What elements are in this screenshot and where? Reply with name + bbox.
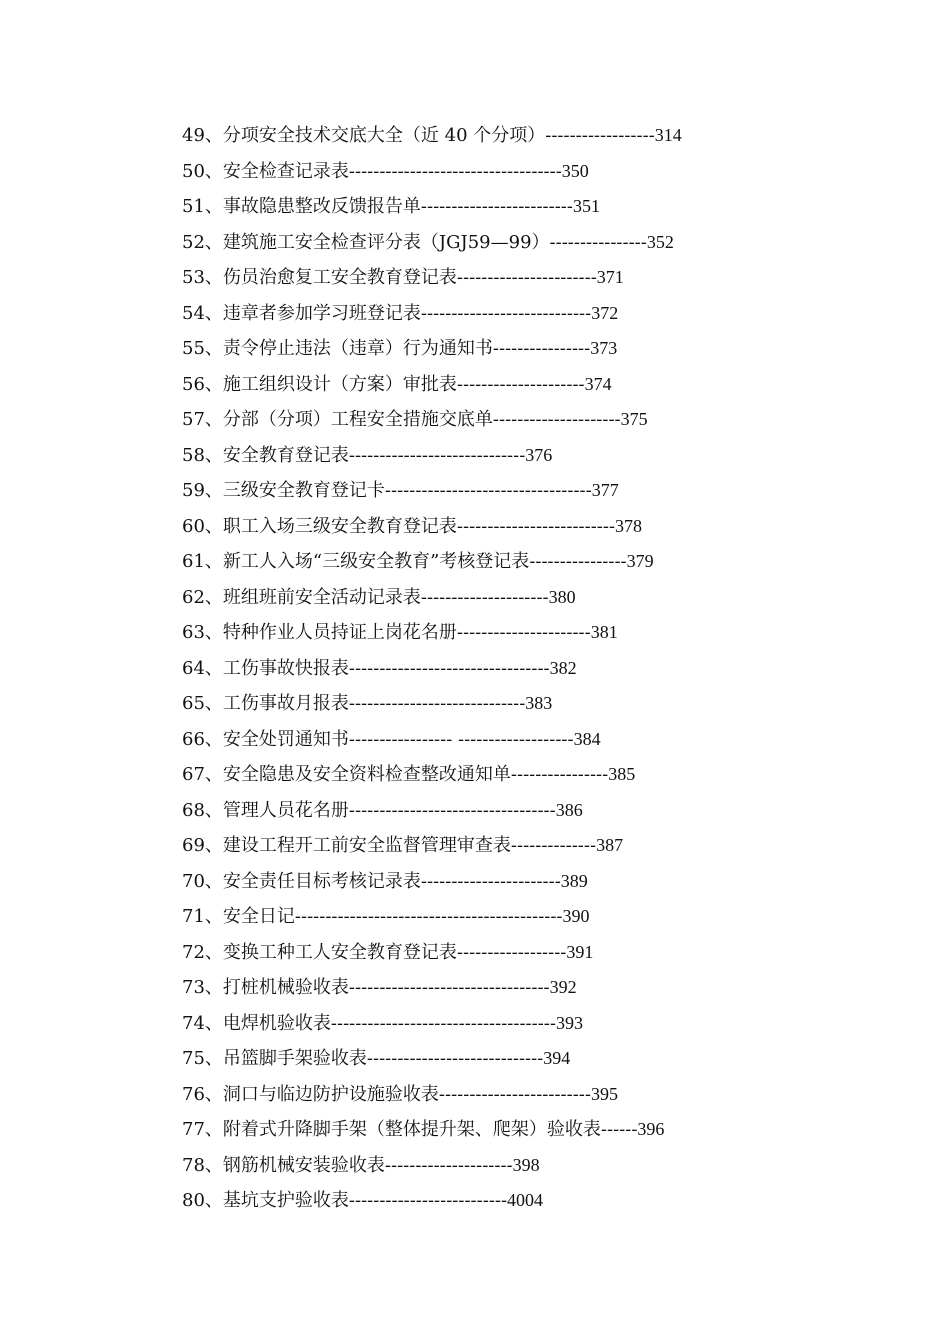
entry-title: 安全日记 (222, 906, 295, 927)
toc-entry (182, 757, 682, 793)
entry-leader: ---------------------- (456, 622, 591, 643)
entry-number: 67、 (182, 764, 223, 785)
entry-leader: --------------------- (420, 586, 549, 608)
entry-leader: ---------------------------------- (384, 480, 592, 501)
entry-title: 安全教育登记表 (222, 444, 349, 466)
toc-entry (182, 828, 682, 864)
entry-page: 387 (596, 835, 624, 855)
entry-page: 374 (584, 373, 612, 394)
toc-entry (182, 1183, 682, 1219)
entry-title: 洞口与临边防护设施验收表 (222, 1083, 439, 1105)
entry-number: 71、 (182, 906, 223, 927)
entry-page: 379 (626, 551, 654, 571)
entry-leader: ------------------ (456, 941, 567, 963)
toc-entry (182, 899, 682, 935)
toc-entry (182, 1112, 682, 1148)
entry-title: 基坑支护验收表 (222, 1190, 349, 1211)
entry-page: 393 (555, 1012, 583, 1033)
entry-leader: --------------------- (456, 373, 585, 395)
toc-entry (182, 118, 682, 154)
entry-page: 314 (654, 125, 682, 145)
entry-number: 52、 (182, 231, 223, 253)
entry-page: 372 (591, 302, 619, 323)
entry-number: 76、 (182, 1083, 223, 1105)
entry-leader: --------------------- (384, 1154, 513, 1176)
entry-page: 380 (548, 586, 576, 607)
toc-entry (182, 793, 682, 829)
toc-entry (182, 615, 682, 651)
entry-leader: ---------------- (529, 551, 627, 572)
entry-page: 394 (543, 1048, 571, 1068)
entry-page: 395 (590, 1083, 618, 1104)
entry-leader: ----------------------------- (366, 1048, 544, 1069)
entry-leader: ----------------- ------------------- (348, 728, 574, 750)
entry-number: 63、 (182, 622, 223, 643)
entry-number: 73、 (182, 977, 223, 998)
toc-entry (182, 1077, 682, 1113)
entry-leader: ------------------------------------- (330, 1012, 556, 1034)
toc-entry (182, 722, 682, 758)
entry-number: 66、 (182, 728, 223, 750)
toc-entry (182, 225, 682, 261)
entry-title: 附着式升降脚手架（整体提升架、爬架）验收表 (222, 1119, 601, 1140)
entry-title: 新工人入场“三级安全教育”考核登记表 (222, 551, 530, 572)
toc-entry (182, 580, 682, 616)
entry-number: 57、 (182, 409, 223, 430)
toc-entry (182, 331, 682, 367)
entry-page: 377 (591, 480, 619, 500)
toc-entry (182, 509, 682, 545)
entry-number: 74、 (182, 1012, 223, 1034)
entry-leader: -------------- (510, 835, 597, 856)
entry-leader: ----------------------------------- (348, 160, 562, 182)
entry-title: 分项安全技术交底大全（近 40 个分项） (222, 125, 546, 146)
entry-number: 60、 (182, 515, 223, 537)
toc-entry (182, 686, 682, 722)
entry-page: 389 (560, 870, 588, 891)
entry-number: 55、 (182, 338, 223, 359)
entry-number: 68、 (182, 799, 223, 821)
entry-title: 安全隐患及安全资料检查整改通知单 (222, 764, 511, 785)
toc-entry (182, 1148, 682, 1184)
entry-number: 58、 (182, 444, 223, 466)
entry-leader: ----------------------- (456, 267, 597, 288)
entry-leader: -------------------------- (456, 515, 616, 537)
entry-page: 390 (562, 906, 590, 926)
entry-page: 375 (620, 409, 648, 429)
toc-entry (182, 296, 682, 332)
entry-leader: ------------------ (545, 125, 655, 146)
entry-leader: ---------------- (549, 231, 647, 253)
entry-page: 386 (555, 799, 583, 820)
entry-number: 50、 (182, 160, 223, 182)
entry-page: 381 (590, 622, 618, 642)
entry-leader: ---------------------------- (420, 302, 592, 324)
entry-number: 77、 (182, 1119, 223, 1140)
toc-entry (182, 367, 682, 403)
entry-number: 75、 (182, 1048, 223, 1069)
entry-page: 376 (525, 444, 553, 465)
toc-entry (182, 438, 682, 474)
entry-title: 事故隐患整改反馈报告单 (222, 196, 421, 217)
entry-leader: -------------------------------------------- (294, 906, 563, 927)
entry-page: 382 (549, 657, 577, 678)
entry-title: 变换工种工人安全教育登记表 (222, 941, 457, 963)
entry-leader: ---------------- (492, 338, 591, 359)
entry-number: 62、 (182, 586, 223, 608)
entry-leader: ------------------------- (438, 1083, 591, 1105)
entry-leader: --------------------------------- (348, 977, 550, 998)
toc-entry (182, 1006, 682, 1042)
toc-entry (182, 473, 682, 509)
toc-entry (182, 544, 682, 580)
entry-title: 班组班前安全活动记录表 (222, 586, 421, 608)
entry-number: 72、 (182, 941, 223, 963)
entry-page: 371 (596, 267, 624, 287)
entry-page: 383 (525, 693, 553, 713)
entry-page: 392 (549, 977, 577, 997)
entry-title: 安全责任目标考核记录表 (222, 870, 421, 892)
entry-number: 80、 (182, 1190, 223, 1211)
entry-page: 351 (572, 196, 600, 216)
entry-leader: ---------------------------------- (348, 799, 556, 821)
entry-number: 78、 (182, 1154, 223, 1176)
entry-title: 管理人员花名册 (222, 799, 349, 821)
entry-title: 电焊机验收表 (222, 1012, 331, 1034)
entry-page: 4004 (507, 1190, 544, 1210)
entry-title: 安全处罚通知书 (222, 728, 349, 750)
entry-leader: --------------------- (492, 409, 621, 430)
toc-entry (182, 935, 682, 971)
entry-number: 59、 (182, 480, 223, 501)
entry-number: 70、 (182, 870, 223, 892)
entry-leader: -------------------------- (348, 1190, 508, 1211)
entry-number: 54、 (182, 302, 223, 324)
toc-entry (182, 154, 682, 190)
toc-entry (182, 970, 682, 1006)
entry-title: 打桩机械验收表 (222, 977, 349, 998)
entry-title: 职工入场三级安全教育登记表 (222, 515, 457, 537)
entry-title: 伤员治愈复工安全教育登记表 (222, 267, 457, 288)
entry-page: 396 (637, 1119, 665, 1139)
entry-title: 责令停止违法（违章）行为通知书 (222, 338, 493, 359)
entry-title: 施工组织设计（方案）审批表 (222, 373, 457, 395)
entry-title: 特种作业人员持证上岗花名册 (222, 622, 457, 643)
toc-entry (182, 260, 682, 296)
entry-number: 56、 (182, 373, 223, 395)
toc-entry (182, 402, 682, 438)
entry-title: 违章者参加学习班登记表 (222, 302, 421, 324)
entry-leader: ----------------------- (420, 870, 561, 892)
entry-page: 350 (561, 160, 589, 181)
entry-number: 65、 (182, 693, 223, 714)
entry-page: 373 (590, 338, 618, 358)
entry-page: 398 (512, 1154, 540, 1175)
entry-number: 53、 (182, 267, 223, 288)
table-of-contents (182, 118, 682, 1219)
entry-title: 三级安全教育登记卡 (222, 480, 385, 501)
entry-title: 工伤事故月报表 (222, 693, 349, 714)
entry-title: 建设工程开工前安全监督管理审查表 (222, 835, 511, 856)
entry-page: 384 (573, 728, 601, 749)
entry-leader: ----------------------------- (348, 444, 526, 466)
entry-title: 安全检查记录表 (222, 160, 349, 182)
entry-leader: ------------------------- (420, 196, 573, 217)
entry-number: 69、 (182, 835, 223, 856)
entry-title: 建筑施工安全检查评分表（JGJ59—99） (222, 231, 550, 253)
entry-leader: ----------------------------- (348, 693, 526, 714)
entry-title: 钢筋机械安装验收表 (222, 1154, 385, 1176)
toc-entry (182, 1041, 682, 1077)
toc-entry (182, 189, 682, 225)
entry-leader: --------------------------------- (348, 657, 550, 679)
entry-leader: ---------------- (510, 764, 609, 785)
entry-leader: ------ (600, 1119, 638, 1140)
entry-number: 64、 (182, 657, 223, 679)
entry-page: 385 (608, 764, 636, 784)
entry-title: 工伤事故快报表 (222, 657, 349, 679)
entry-number: 51、 (182, 196, 223, 217)
toc-entry (182, 651, 682, 687)
entry-page: 378 (615, 515, 643, 536)
entry-title: 分部（分项）工程安全措施交底单 (222, 409, 493, 430)
entry-page: 391 (566, 941, 594, 962)
entry-page: 352 (646, 231, 674, 252)
entry-number: 61、 (182, 551, 223, 572)
entry-number: 49、 (182, 125, 223, 146)
toc-entry (182, 864, 682, 900)
entry-title: 吊篮脚手架验收表 (222, 1048, 367, 1069)
